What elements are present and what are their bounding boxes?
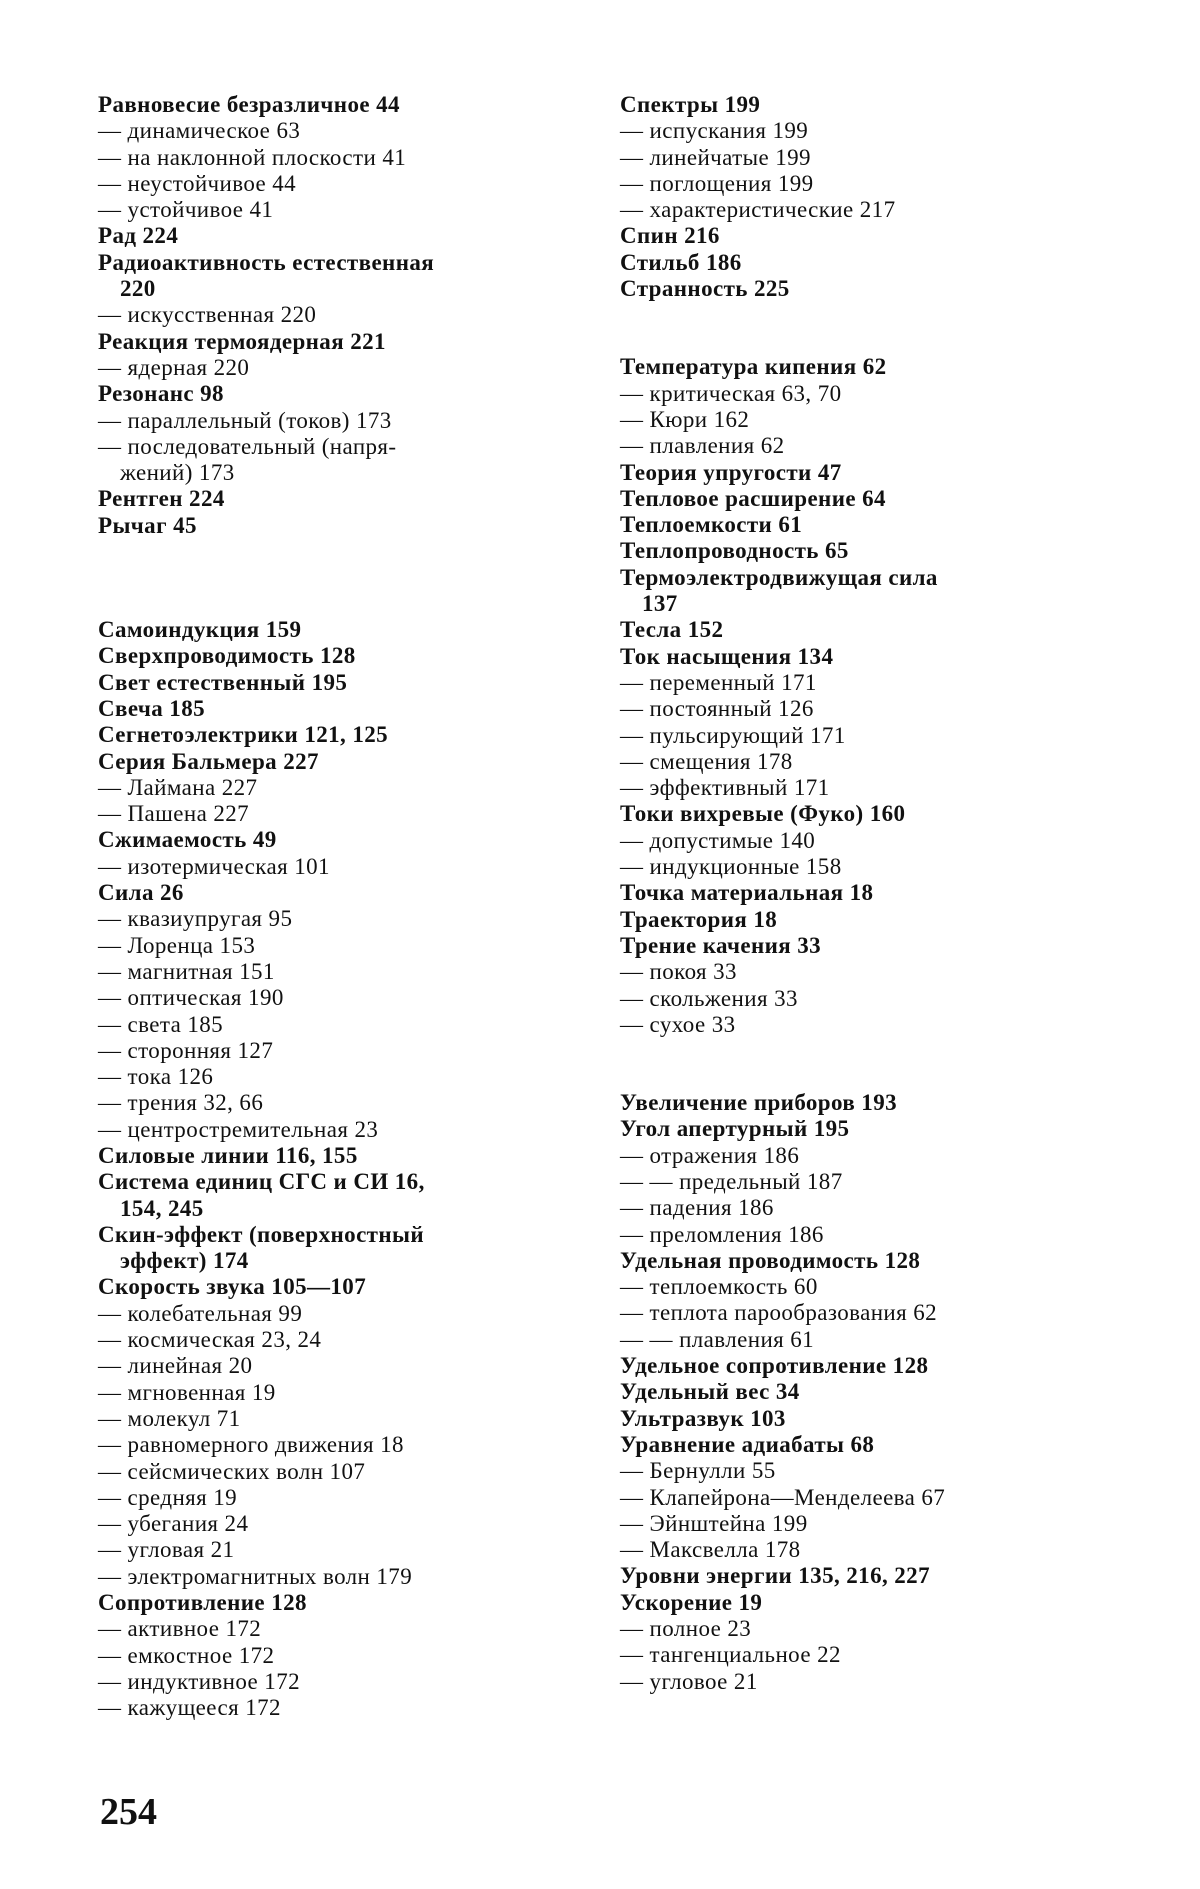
index-subentry xyxy=(98,1485,578,1511)
index-subentry xyxy=(98,145,578,171)
index-entry-text: Теплоемкости 61 xyxy=(620,512,803,538)
index-entry-text: — Максвелла 178 xyxy=(620,1537,801,1563)
index-entry xyxy=(98,381,578,407)
index-entry-text: — тангенциальное 22 xyxy=(620,1642,841,1668)
index-entry xyxy=(620,250,1100,276)
index-entry-text: — сторонняя 127 xyxy=(98,1037,274,1063)
index-group-u xyxy=(620,1090,1100,1695)
index-entry xyxy=(98,92,578,118)
index-subentry xyxy=(620,749,1100,775)
page-number: 254 xyxy=(100,1791,157,1833)
index-entry-text: Тепловое расширение 64 xyxy=(620,485,886,511)
index-subentry xyxy=(620,1169,1100,1195)
index-entry-text: — скольжения 33 xyxy=(620,985,798,1011)
index-entry-text: Удельная проводимость 128 xyxy=(620,1247,921,1273)
index-entry-text: — смещения 178 xyxy=(620,748,793,774)
index-entry-text: — покоя 33 xyxy=(620,959,737,985)
index-entry-text: — линейная 20 xyxy=(98,1353,253,1379)
index-entry xyxy=(98,1169,578,1222)
index-subentry xyxy=(98,775,578,801)
index-entry-text: Рычаг 45 xyxy=(98,512,197,538)
index-entry xyxy=(98,643,578,669)
index-subentry xyxy=(620,959,1100,985)
index-subentry xyxy=(620,1537,1100,1563)
index-subentry xyxy=(620,1669,1100,1695)
index-entry xyxy=(98,880,578,906)
index-entry-text: — электромагнитных волн 179 xyxy=(98,1563,413,1589)
index-subentry xyxy=(620,433,1100,459)
index-entry-text: Свеча 185 xyxy=(98,695,205,721)
index-entry xyxy=(620,1248,1100,1274)
index-entry-text: Спектры 199 xyxy=(620,92,761,117)
index-entry-text: Самоиндукция 159 xyxy=(98,617,302,643)
index-entry-text: Угол апертурный 195 xyxy=(620,1116,850,1142)
index-subentry xyxy=(620,775,1100,801)
index-entry-text: Система единиц СГС и СИ 16, xyxy=(98,1169,425,1195)
index-subentry xyxy=(98,302,578,328)
index-subentry xyxy=(98,1564,578,1590)
index-entry xyxy=(98,486,578,512)
index-group-s2 xyxy=(620,92,1100,302)
index-subentry xyxy=(98,1537,578,1563)
index-entry xyxy=(620,223,1100,249)
index-subentry xyxy=(620,1485,1100,1511)
index-entry-text: — ядерная 220 xyxy=(98,354,250,380)
index-entry-text: Сжимаемость 49 xyxy=(98,827,277,853)
index-subentry xyxy=(620,171,1100,197)
index-entry-text: — Лоренца 153 xyxy=(98,932,256,958)
index-entry-text: — неустойчивое 44 xyxy=(98,170,297,196)
index-entry-text: — оптическая 190 xyxy=(98,985,284,1011)
index-entry-text: — изотермическая 101 xyxy=(98,853,330,879)
index-entry-text: — сейсмических волн 107 xyxy=(98,1458,366,1484)
index-entry-text: Стильб 186 xyxy=(620,249,742,275)
index-entry-text: — Бернулли 55 xyxy=(620,1458,776,1484)
index-subentry xyxy=(620,407,1100,433)
index-entry-text: — допустимые 140 xyxy=(620,827,816,853)
index-entry-continuation: эффект) 174 xyxy=(120,1248,249,1274)
index-entry xyxy=(620,617,1100,643)
index-entry-text: — характеристические 217 xyxy=(620,197,896,223)
index-entry-text: Сопротивление 128 xyxy=(98,1590,307,1616)
index-subentry xyxy=(98,1012,578,1038)
index-subentry xyxy=(98,959,578,985)
index-subentry xyxy=(98,355,578,381)
index-entry-text: — угловая 21 xyxy=(98,1537,235,1563)
index-subentry xyxy=(98,1064,578,1090)
index-entry-text: — Клапейрона—Менделеева 67 xyxy=(620,1484,946,1510)
index-subentry xyxy=(98,1669,578,1695)
index-subentry xyxy=(620,828,1100,854)
index-entry-text: — индукционные 158 xyxy=(620,854,842,880)
index-entry xyxy=(620,907,1100,933)
index-entry-text: — индуктивное 172 xyxy=(98,1668,301,1694)
index-entry-text: — колебательная 99 xyxy=(98,1300,303,1326)
index-entry-text: — параллельный (токов) 173 xyxy=(98,407,392,433)
index-entry-text: — угловое 21 xyxy=(620,1668,758,1694)
index-entry-text: Равновесие безразличное 44 xyxy=(98,92,400,117)
index-subentry xyxy=(620,854,1100,880)
index-subentry xyxy=(620,1012,1100,1038)
index-subentry xyxy=(98,906,578,932)
index-entry xyxy=(620,880,1100,906)
index-entry xyxy=(620,1116,1100,1142)
index-entry xyxy=(620,1432,1100,1458)
index-entry-text: Сила 26 xyxy=(98,880,184,906)
index-entry-text: Сегнетоэлектрики 121, 125 xyxy=(98,722,389,748)
index-entry-text: — Пашена 227 xyxy=(98,801,250,827)
index-entry xyxy=(620,276,1100,302)
index-entry-text: Термоэлектродвижущая сила xyxy=(620,564,938,590)
index-subentry xyxy=(98,801,578,827)
index-subentry xyxy=(98,1695,578,1721)
index-subentry xyxy=(98,1511,578,1537)
index-subentry xyxy=(98,118,578,144)
index-entry-continuation: 154, 245 xyxy=(120,1195,204,1221)
index-subentry xyxy=(620,670,1100,696)
index-entry xyxy=(98,1143,578,1169)
index-entry-text: — теплоемкость 60 xyxy=(620,1274,818,1300)
index-entry-text: — Лаймана 227 xyxy=(98,774,258,800)
index-subentry xyxy=(98,1038,578,1064)
index-subentry xyxy=(98,1327,578,1353)
index-entry-text: Силовые линии 116, 155 xyxy=(98,1142,358,1168)
index-subentry xyxy=(98,1406,578,1432)
index-entry-text: Уровни энергии 135, 216, 227 xyxy=(620,1563,930,1589)
index-entry-text: Удельное сопротивление 128 xyxy=(620,1353,929,1379)
index-entry-text: — средняя 19 xyxy=(98,1484,238,1510)
index-entry xyxy=(620,933,1100,959)
index-entry xyxy=(98,329,578,355)
index-entry-text: Радиоактивность естественная xyxy=(98,249,435,275)
index-entry-text: — линейчатые 199 xyxy=(620,144,811,170)
index-entry xyxy=(98,749,578,775)
index-entry-continuation: жений) 173 xyxy=(120,460,235,486)
index-entry-text: — Эйнштейна 199 xyxy=(620,1510,808,1536)
index-column-left xyxy=(98,92,578,1722)
index-entry-text: — искусственная 220 xyxy=(98,302,317,328)
index-entry-text: Удельный вес 34 xyxy=(620,1379,800,1405)
index-entry-text: Уравнение адиабаты 68 xyxy=(620,1431,875,1457)
index-group-t xyxy=(620,354,1100,1038)
index-subentry xyxy=(98,933,578,959)
index-entry-text: — — плавления 61 xyxy=(620,1326,815,1352)
index-entry xyxy=(620,538,1100,564)
index-subentry xyxy=(98,1616,578,1642)
index-entry-text: — плавления 62 xyxy=(620,433,785,459)
index-subentry xyxy=(620,1300,1100,1326)
index-subentry xyxy=(98,1459,578,1485)
index-subentry xyxy=(620,1143,1100,1169)
index-entry-text: — эффективный 171 xyxy=(620,775,830,801)
index-entry-text: Странность 225 xyxy=(620,276,790,302)
index-subentry xyxy=(620,1642,1100,1668)
index-entry-text: — теплота парообразования 62 xyxy=(620,1300,938,1326)
index-entry xyxy=(98,513,578,539)
index-entry-text: — молекул 71 xyxy=(98,1405,241,1431)
index-entry-text: — отражения 186 xyxy=(620,1142,800,1168)
index-subentry xyxy=(98,985,578,1011)
index-entry-text: Температура кипения 62 xyxy=(620,354,887,380)
index-entry xyxy=(98,1222,578,1275)
index-entry-text: Ультразвук 103 xyxy=(620,1405,786,1431)
index-entry-text: — поглощения 199 xyxy=(620,170,814,196)
index-entry-text: — центростремительная 23 xyxy=(98,1116,379,1142)
index-entry-text: Резонанс 98 xyxy=(98,381,224,407)
index-subentry xyxy=(98,1117,578,1143)
index-subentry xyxy=(620,696,1100,722)
index-column-right xyxy=(620,92,1100,1695)
index-subentry xyxy=(620,1511,1100,1537)
index-entry xyxy=(620,801,1100,827)
index-entry-text: Ток насыщения 134 xyxy=(620,643,834,669)
index-entry-text: — активное 172 xyxy=(98,1616,262,1642)
index-entry-text: — на наклонной плоскости 41 xyxy=(98,144,407,170)
index-subentry xyxy=(620,1195,1100,1221)
index-subentry xyxy=(98,1090,578,1116)
index-entry xyxy=(98,722,578,748)
index-subentry xyxy=(98,1380,578,1406)
index-subentry xyxy=(98,408,578,434)
index-entry xyxy=(98,670,578,696)
index-entry-text: — магнитная 151 xyxy=(98,958,275,984)
index-entry xyxy=(620,1353,1100,1379)
index-subentry xyxy=(98,1301,578,1327)
group-spacer xyxy=(98,539,578,617)
index-entry-text: — кажущееся 172 xyxy=(98,1695,281,1721)
index-entry-text: Увеличение приборов 193 xyxy=(620,1090,898,1116)
index-entry xyxy=(620,92,1100,118)
index-subentry xyxy=(98,434,578,487)
index-entry xyxy=(620,460,1100,486)
index-entry xyxy=(620,565,1100,618)
index-entry-text: — Кюри 162 xyxy=(620,406,750,432)
index-entry-text: Скорость звука 105—107 xyxy=(98,1274,367,1300)
index-entry-text: — тока 126 xyxy=(98,1064,214,1090)
index-entry-text: Тесла 152 xyxy=(620,617,724,643)
index-entry-text: — динамическое 63 xyxy=(98,118,301,144)
index-entry-text: — падения 186 xyxy=(620,1195,774,1221)
index-entry-text: Свет естественный 195 xyxy=(98,669,348,695)
index-subentry xyxy=(620,145,1100,171)
index-subentry xyxy=(98,197,578,223)
index-subentry xyxy=(620,1274,1100,1300)
index-entry-text: — последовательный (напря- xyxy=(98,433,397,459)
index-subentry xyxy=(98,854,578,880)
index-entry-text: — космическая 23, 24 xyxy=(98,1327,322,1353)
index-entry xyxy=(620,354,1100,380)
index-subentry xyxy=(620,197,1100,223)
index-entry xyxy=(620,486,1100,512)
index-entry-text: Теплопроводность 65 xyxy=(620,538,849,564)
index-entry-text: Реакция термоядерная 221 xyxy=(98,328,386,354)
index-subentry xyxy=(620,1222,1100,1248)
index-entry-text: Ускорение 19 xyxy=(620,1589,763,1615)
index-subentry xyxy=(620,723,1100,749)
index-group-r xyxy=(98,92,578,539)
index-subentry xyxy=(620,381,1100,407)
index-entry-text: — квазиупругая 95 xyxy=(98,906,293,932)
index-entry-text: — полное 23 xyxy=(620,1616,752,1642)
index-entry-text: — испускания 199 xyxy=(620,118,809,144)
index-subentry xyxy=(620,1327,1100,1353)
index-entry-text: Сверхпроводимость 128 xyxy=(98,643,356,669)
index-entry-continuation: 137 xyxy=(642,591,678,617)
index-entry-text: — пульсирующий 171 xyxy=(620,722,846,748)
index-entry-text: — равномерного движения 18 xyxy=(98,1432,404,1458)
index-entry-text: Точка материальная 18 xyxy=(620,880,874,906)
index-entry xyxy=(620,644,1100,670)
index-entry xyxy=(620,1090,1100,1116)
index-subentry xyxy=(98,1643,578,1669)
index-entry xyxy=(620,1379,1100,1405)
index-subentry xyxy=(620,118,1100,144)
index-entry xyxy=(620,1590,1100,1616)
index-entry-text: Скин-эффект (поверхностный xyxy=(98,1221,425,1247)
index-entry-text: Серия Бальмера 227 xyxy=(98,748,319,774)
index-entry xyxy=(98,827,578,853)
index-subentry xyxy=(620,986,1100,1012)
index-entry-text: Рад 224 xyxy=(98,223,179,249)
index-subentry xyxy=(620,1616,1100,1642)
index-entry-text: — переменный 171 xyxy=(620,669,817,695)
index-entry xyxy=(620,1563,1100,1589)
index-entry-text: Трение качения 33 xyxy=(620,932,822,958)
group-spacer xyxy=(620,302,1100,354)
index-entry-text: — сухое 33 xyxy=(620,1011,736,1037)
index-entry-text: Теория упругости 47 xyxy=(620,459,842,485)
index-entry-text: Спин 216 xyxy=(620,223,720,249)
index-group-s xyxy=(98,617,578,1721)
index-entry-continuation: 220 xyxy=(120,276,156,302)
index-entry-text: — трения 32, 66 xyxy=(98,1090,264,1116)
group-spacer xyxy=(620,1038,1100,1090)
index-entry xyxy=(98,696,578,722)
index-entry xyxy=(620,512,1100,538)
index-entry-text: Токи вихревые (Фуко) 160 xyxy=(620,801,906,827)
index-entry xyxy=(98,223,578,249)
index-entry xyxy=(98,617,578,643)
index-entry-text: — постоянный 126 xyxy=(620,696,814,722)
index-entry-text: — света 185 xyxy=(98,1011,224,1037)
index-entry-text: Траектория 18 xyxy=(620,906,778,932)
index-entry-text: — критическая 63, 70 xyxy=(620,380,842,406)
index-subentry xyxy=(98,1353,578,1379)
index-entry xyxy=(98,1590,578,1616)
index-entry-text: — — предельный 187 xyxy=(620,1168,843,1194)
index-subentry xyxy=(98,1432,578,1458)
index-entry xyxy=(620,1406,1100,1432)
index-entry-text: — убегания 24 xyxy=(98,1511,249,1537)
index-entry-text: — устойчивое 41 xyxy=(98,197,274,223)
index-entry xyxy=(98,1274,578,1300)
index-entry-text: — емкостное 172 xyxy=(98,1642,275,1668)
index-entry xyxy=(98,250,578,303)
index-subentry xyxy=(98,171,578,197)
index-subentry xyxy=(620,1458,1100,1484)
index-entry-text: Рентген 224 xyxy=(98,486,225,512)
index-entry-text: — преломления 186 xyxy=(620,1221,824,1247)
index-entry-text: — мгновенная 19 xyxy=(98,1379,276,1405)
